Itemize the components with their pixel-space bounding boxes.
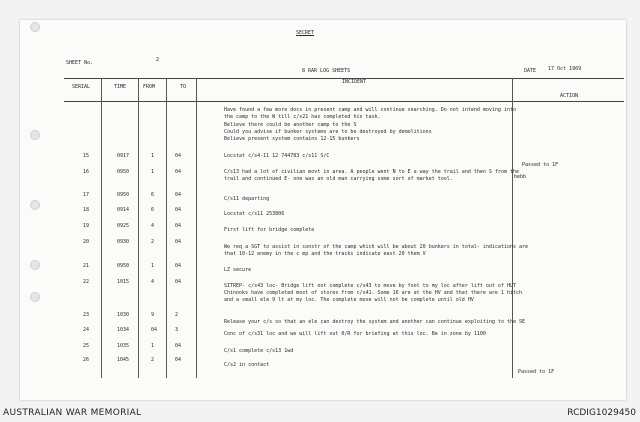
col-serial: SERIAL [72, 84, 91, 90]
entry-time: 0950 [117, 169, 130, 175]
entry-to: 04 [175, 263, 182, 269]
punch-hole [30, 292, 40, 302]
entry-incident: C/s13 had a lot of civilian movt in area. A people went N to E a way the trail and then S from the [224, 169, 520, 175]
entry-to: 04 [175, 279, 182, 285]
entry-incident: trail and continued E- one was an old man carrying some sort of market tool. [224, 176, 453, 182]
col-action: ACTION [560, 93, 579, 99]
entry-from: 1 [151, 169, 155, 175]
col-incident: INCIDENT [342, 79, 367, 85]
entry-from: 9 [151, 312, 155, 318]
entry-incident: and a small ele 9 lt at my loc. The complete move will not be complete until old HV [224, 297, 474, 303]
entry-incident: First lift for bridge complete [224, 227, 315, 233]
entry-serial: 20 [83, 239, 90, 245]
punch-hole [30, 130, 40, 140]
entry-time: 0925 [117, 223, 130, 229]
preamble-line: Believe present system contains 12-15 bunkers [224, 136, 360, 142]
entry-incident: C/s2 in contact [224, 362, 270, 368]
entry-from: 6 [151, 207, 155, 213]
entry-from: 2 [151, 239, 155, 245]
entry-time: 0914 [117, 207, 130, 213]
entry-to: 04 [175, 343, 182, 349]
entry-from: 2 [151, 357, 155, 363]
sheet-label: SHEET No. [66, 60, 94, 66]
entry-time: 0950 [117, 263, 130, 269]
preamble-line: the camp to the W till c/s21 has completed his task. [224, 114, 381, 120]
preamble-line: Could you advise if bunker systems are to be destroyed by demolitions [224, 129, 432, 135]
entry-incident: Conc of c/s31 loc and we will lift out 0/R for briefing at this loc. Be in zone by 1100 [224, 331, 486, 337]
column-divider [166, 78, 167, 378]
entry-incident: C/s11 departing [224, 196, 270, 202]
entry-serial: 18 [83, 207, 90, 213]
punch-hole [30, 22, 40, 32]
log-title: 8 RAR LOG SHEETS [302, 68, 351, 74]
entry-action: Passed to 1F [522, 162, 559, 168]
col-to: TO [180, 84, 187, 90]
punch-hole [30, 200, 40, 210]
entry-from: 4 [151, 223, 155, 229]
archive-credit: AUSTRALIAN WAR MEMORIAL [3, 408, 142, 418]
record-id: RCDIG1029450 [567, 408, 636, 418]
entry-incident: SITREP- c/s43 loc- Bridge lift not complete c/s43 to move by foot to my loc after lift out of HLT [224, 283, 516, 289]
entry-to: 04 [175, 223, 182, 229]
entry-incident: C/s1 complete c/s13 1wd [224, 348, 294, 354]
entry-incident: that 10-12 enemy in the c mp and the tracks indicate east 20 them V [224, 251, 426, 257]
entry-from: 1 [151, 153, 155, 159]
entry-serial: 16 [83, 169, 90, 175]
entry-time: 0917 [117, 153, 130, 159]
entry-from: 04 [151, 327, 158, 333]
date-label: DATE [524, 68, 537, 74]
entry-serial: 19 [83, 223, 90, 229]
col-from: FROM [143, 84, 156, 90]
entry-to: 3 [175, 327, 179, 333]
date-value: 17 Oct 1969 [548, 66, 582, 72]
classification: SECRET [296, 30, 315, 36]
entry-to: 2 [175, 312, 179, 318]
column-header-rule [64, 101, 624, 102]
preamble-line: Have found a few more docs in present camp and will continue searching. Do not intend moving into [224, 107, 516, 113]
entry-from: 4 [151, 279, 155, 285]
entry-incident: Locstat c/s11 253806 [224, 211, 285, 217]
entry-incident: Locstat c/s4-11 12 744783 c/s11 S/C [224, 153, 330, 159]
entry-to: 04 [175, 357, 182, 363]
entry-serial: 17 [83, 192, 90, 198]
column-divider [138, 78, 139, 378]
column-divider [101, 78, 102, 378]
entry-time: 1030 [117, 312, 130, 318]
entry-serial: 21 [83, 263, 90, 269]
column-divider [512, 78, 513, 378]
entry-serial: 26 [83, 357, 90, 363]
entry-from: 6 [151, 192, 155, 198]
entry-time: 0930 [117, 239, 130, 245]
entry-incident: LZ secure [224, 267, 252, 273]
entry-to: 04 [175, 153, 182, 159]
entry-action: Passed to 1F [518, 369, 555, 375]
entry-to: 04 [175, 239, 182, 245]
sheet-number: 2 [156, 57, 160, 63]
entry-time: 1015 [117, 279, 130, 285]
entry-time: 0950 [117, 192, 130, 198]
entry-serial: 25 [83, 343, 90, 349]
entry-incident: We req a SGT to assist in constr of the camp which will be about 20 bunkers in total- indications are [224, 244, 529, 250]
preamble-line: Believe there could be another camp to the S [224, 122, 357, 128]
entry-incident: Release your c/s so that an ele can destroy the system and another can continue exploiting to the SE [224, 319, 526, 325]
log-sheet-page [20, 20, 626, 400]
column-divider [196, 78, 197, 378]
entry-serial: 22 [83, 279, 90, 285]
entry-from: 1 [151, 343, 155, 349]
entry-action: bebb [514, 174, 527, 180]
entry-time: 1045 [117, 357, 130, 363]
entry-time: 1034 [117, 327, 130, 333]
entry-serial: 24 [83, 327, 90, 333]
entry-serial: 23 [83, 312, 90, 318]
entry-to: 04 [175, 192, 182, 198]
entry-to: 04 [175, 207, 182, 213]
entry-to: 04 [175, 169, 182, 175]
entry-from: 1 [151, 263, 155, 269]
punch-hole [30, 260, 40, 270]
entry-incident: Chinooks have completed most of stores from c/s41. Some 16 are at the HV and that there are 1 hitch [224, 290, 523, 296]
col-time: TIME [114, 84, 127, 90]
entry-serial: 15 [83, 153, 90, 159]
entry-time: 1035 [117, 343, 130, 349]
